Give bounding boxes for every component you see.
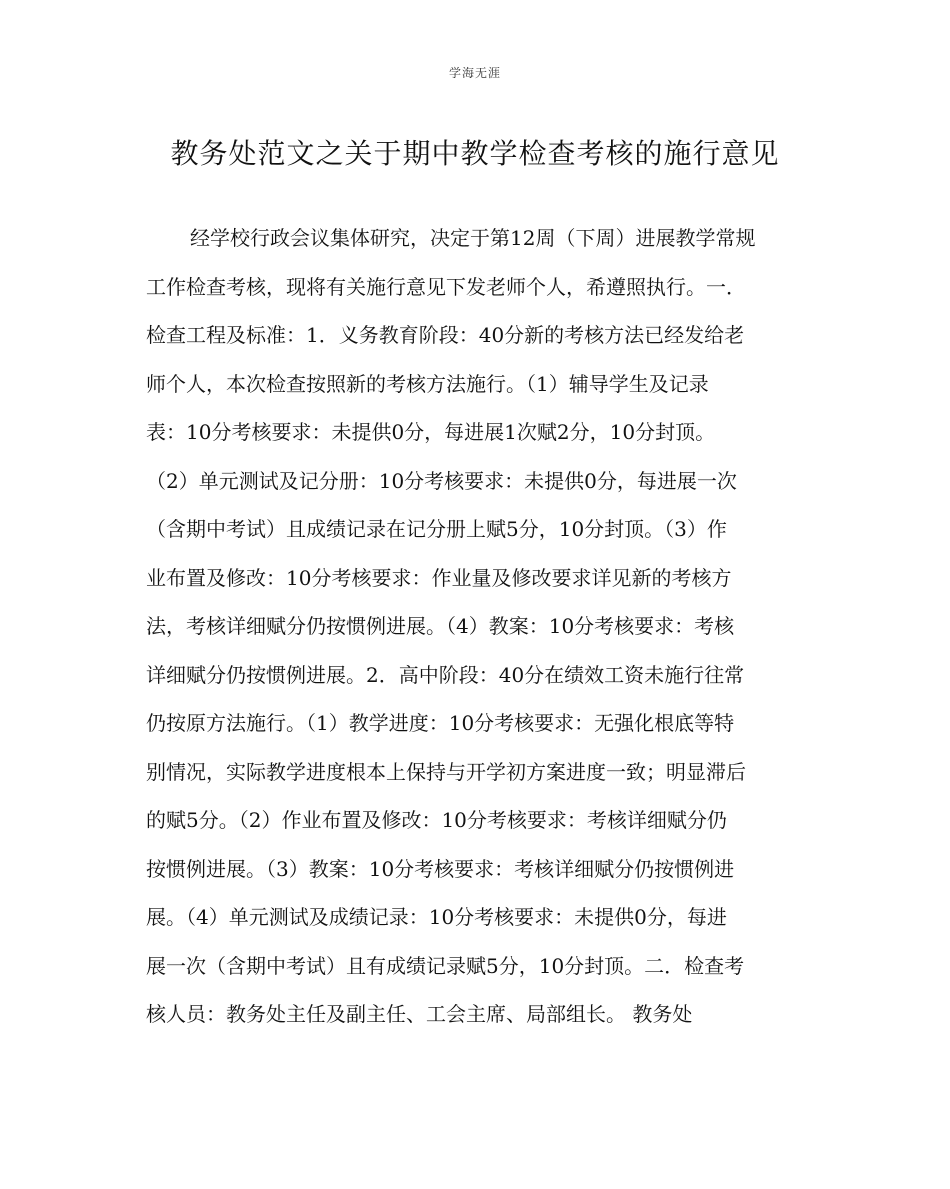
body-line: 展。（4）单元测试及成绩记录：10分考核要求：未提供0分，每进 bbox=[146, 905, 727, 929]
body-line: 业布置及修改：10分考核要求：作业量及修改要求详见新的考核方 bbox=[146, 565, 732, 590]
page-header: 学海无涯 bbox=[448, 66, 501, 80]
document-title: 教务处范文之关于期中教学检查考核的施行意见 bbox=[170, 137, 780, 170]
body-line: 法，考核详细赋分仍按惯例进展。（4）教案：10分考核要求：考核 bbox=[146, 614, 735, 638]
body-line: 的赋5分。（2）作业布置及修改：10分考核要求：考核详细赋分仍 bbox=[146, 808, 727, 832]
body-line: 别情况，实际教学进度根本上保持与开学初方案进度一致；明显滞后 bbox=[146, 759, 746, 784]
body-line: 仍按原方法施行。（1）教学进度：10分考核要求：无强化根底等特 bbox=[146, 711, 735, 735]
body-line: 展一次（含期中考试）且有成绩记录赋5分，10分封顶。二．检查考 bbox=[146, 953, 745, 978]
body-line: 按惯例进展。（3）教案：10分考核要求：考核详细赋分仍按惯例进 bbox=[146, 856, 735, 881]
body-line: 师个人，本次检查按照新的考核方法施行。（1）辅导学生及记录 bbox=[146, 371, 709, 396]
body-line: 经学校行政会议集体研究，决定于第12周（下周）进展教学常规 bbox=[190, 226, 756, 250]
body-line: 详细赋分仍按惯例进展。2．高中阶段：40分在绩效工资未施行往常 bbox=[146, 662, 745, 687]
body-line: 核人员：教务处主任及副主任、工会主席、局部组长。 教务处 bbox=[146, 1002, 693, 1026]
body-line: 检查工程及标准：1．义务教育阶段：40分新的考核方法已经发给老 bbox=[146, 323, 745, 347]
body-line: （含期中考试）且成绩记录在记分册上赋5分，10分封顶。（3）作 bbox=[146, 517, 727, 541]
body-line: （2）单元测试及记分册：10分考核要求：未提供0分，每进展一次 bbox=[146, 468, 737, 493]
body-line: 工作检查考核，现将有关施行意见下发老师个人，希遵照执行。一． bbox=[146, 274, 746, 299]
body-line: 表：10分考核要求：未提供0分，每进展1次赋2分，10分封顶。 bbox=[146, 420, 716, 444]
document-body bbox=[146, 214, 810, 1039]
